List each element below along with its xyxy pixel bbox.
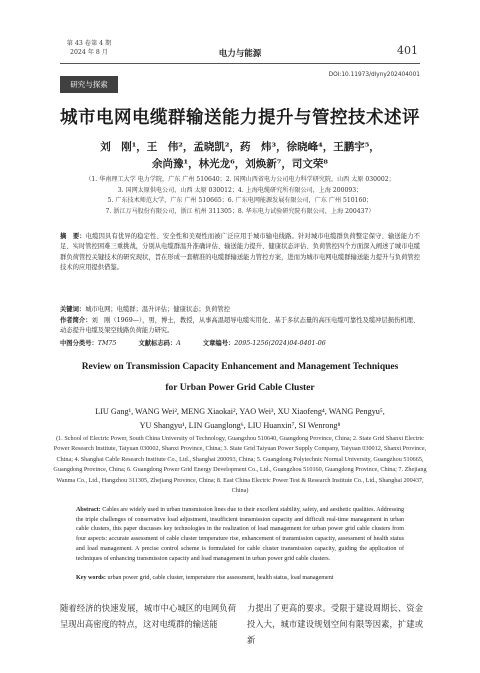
keywords-cn-label: 关键词： (60, 306, 86, 313)
keywords-cn-text: 城市电网；电缆群；温升评估；健康状态；负荷管控 (85, 306, 231, 313)
abstract-cn-label: 摘 要： (60, 233, 86, 240)
affiliations-cn (64, 175, 416, 217)
date-line: 2024 年 8 月 (70, 49, 108, 56)
keywords-en-text: urban power grid, cable cluster, temperature rise assessment, health status, load management (105, 575, 334, 581)
affiliations-en: (1. School of Electric Power, South China University of Technology, Guangzhou 510640, Guangdong Province, China; 2. State Grid Shanxi Electric Power Research Institute, Taiyuan 030002, Shanxi Province, China; 3. State Grid Taiyuan Power Supply Company, Taiyuan 030012, Shanxi Province, China; 4. Shanghai Cable Research Institute Co., Ltd., Shanghai 200093, China; 5. Guangdong Polytechnic Normal University, Guangzhou 510665, Guangdong Province, China; 6. Guangdong Power Grid Energy Development Co., Ltd., Guangzhou 510160, Guangdong Province, China; 7. Zhejiang Wanma Co., Ltd., Hangzhou 311305, Zhejiang Province, China; 8. East China Electric Power Test & Research Institute Co., Ltd., Shanghai 200437, China) (53, 435, 427, 495)
keywords-en (76, 575, 406, 581)
affiliation-line: （1. 华南理工大学 电力学院，广东 广州 510640；2. 国网山西省电力公司电力科学研究院，山西 太原 030002； (85, 176, 395, 183)
title-cn: 城市电网电缆群输送能力提升与管控技术述评 (60, 108, 420, 128)
abstract-en-label: Abstract: (76, 507, 101, 513)
clc-code: 中图分类号：TM75 (60, 340, 117, 347)
body-column-left: 随着经济的快速发展，城市中心城区的电网负荷呈现出高密度的特点，这对电缆群的输送能 (60, 603, 236, 629)
authors-en-line2: YU Shangyu¹, LIN Guanglong⁶, LIU Huanxin⁷, SI Wenrong⁸ (139, 421, 341, 430)
page-number: 401 (397, 44, 418, 57)
title-en-line2: for Urban Power Grid Cable Cluster (165, 383, 315, 393)
authors-cn (60, 139, 420, 173)
affiliation-line: 7. 浙江万马股份有限公司，浙江 杭州 311305；8. 华东电力试验研究院有限公司，上海 200437） (105, 207, 375, 215)
body-column-right: 力提出了更高的要求。受限于建设周期长、资金投入大，城市建设规划空间有限等因素，扩建或新 (247, 603, 423, 645)
keywords-en-label: Key words: (76, 575, 106, 581)
keywords-cn (60, 305, 420, 315)
doi: DOI:10.11973/dlyny202404001 (328, 72, 420, 78)
author-info-text: 刘 刚（1969—），男，博士，教授，从事高温超导电缆实用化、基于多状态量的高压电缆可靠性及缆冲层损伤机理、动态提升电缆及架空线路负荷能力研究。 (60, 317, 420, 335)
affiliation-line: 5. 广东技术师范大学，广东 广州 510665；6. 广东电网能源发展有限公司，广东 广州 510160； (107, 197, 373, 205)
authors-en-line1: LIU Gang¹, WANG Wei², MENG Xiaokai², YAO Wei³, XU Xiaofeng⁴, WANG Pengyu⁵, (95, 407, 385, 416)
title-en-line1: Review on Transmission Capacity Enhancement and Management Techniques (81, 362, 399, 372)
abstract-en (76, 506, 404, 564)
author-info-cn (60, 316, 420, 337)
article-number: 文章编号：2095-1256(2024)04-0401-06 (202, 340, 326, 347)
volume-line: 第 43 卷第 4 期 (66, 40, 112, 47)
abstract-cn (60, 232, 420, 274)
header-rule (60, 63, 420, 64)
abstract-en-text: Cables are widely used in urban transmission lines due to their excellent stability, safety, and aesthetic qualities. Addressing the triple challenges of conservative load adjustment, insufficient transmission capacity and difficult real-time management in urban cable clusters, this paper discusses key technologies in the realization of load management for urban power grid cable clusters from four aspects: accurate assessment of cable cluster temperature rise, enhancement of transmission capacity, assessment of health status and load management. A precise control scheme is formulated for cable cluster transmission capacity, guiding the application of techniques of enhancing transmission capacity and load management in urban power grid cable clusters. (76, 507, 404, 562)
authors-en (40, 405, 440, 433)
abstract-cn-text: 电缆因具有优异的稳定性、安全性和美观性而被广泛应用于城市输电线路。针对城市电缆群负荷整定保守、输送能力不足、实时管控困难三重挑战，分别从电缆群温升准确评估、输送能力提升、健康状态评估、负荷管控四个方面深入阐述了城市电缆群负荷管控关键技术的研究现状，旨在形成一套精准的电缆群输送能力管控方案，进而为城市电网电缆群输送能力提升与负荷管控技术的应用提供借鉴。 (60, 233, 421, 272)
classification-line (60, 338, 420, 347)
affiliation-line: 3. 国网太原供电公司，山西 太原 030012；4. 上海电缆研究所有限公司，上海 200093； (117, 186, 363, 194)
authors-cn-line1: 刘 刚¹，王 伟²，孟晓凯²，药 炜³，徐晓峰⁴，王鹏宇⁵， (100, 141, 380, 153)
journal-name: 电力与能源 (218, 49, 262, 59)
doc-code: 文献标志码：A (138, 340, 181, 347)
authors-cn-line2: 余尚豫¹，林光龙⁶，刘焕新⁷，司文荣⁸ (152, 158, 328, 170)
author-info-label: 作者简介： (60, 317, 92, 324)
section-badge: 研究与探索 (60, 76, 118, 93)
title-en (40, 357, 440, 399)
